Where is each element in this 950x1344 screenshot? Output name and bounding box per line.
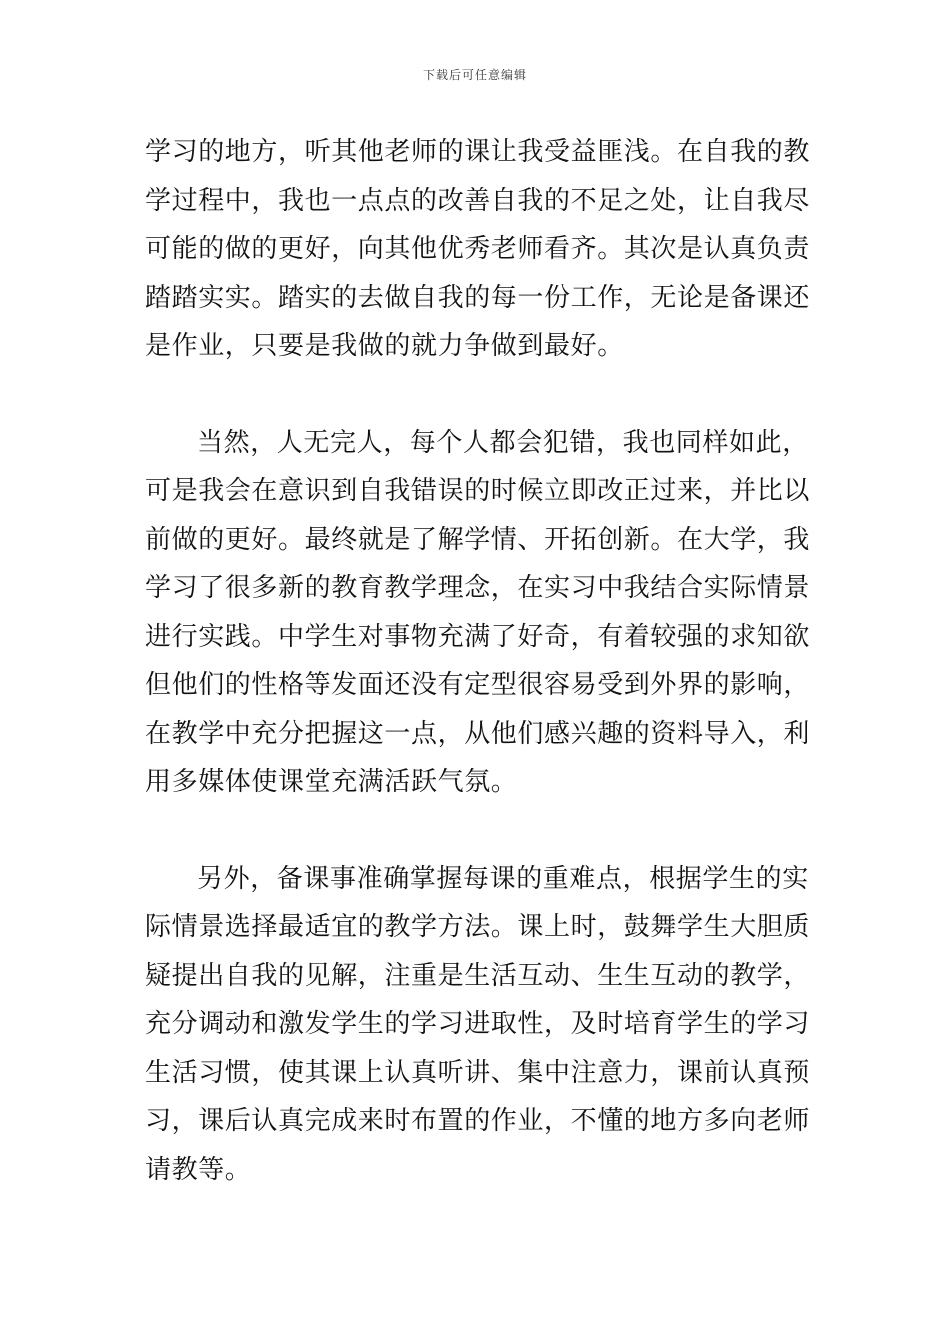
text-line: 可是我会在意识到自我错误的时候立即改正过来，并比以	[145, 476, 811, 506]
document-body	[145, 128, 810, 1194]
text-line: 际情景选择最适宜的教学方法。课上时，鼓舞学生大胆质	[145, 912, 811, 942]
text-line: 踏踏实实。踏实的去做自我的每一份工作，无论是备课还	[145, 282, 811, 313]
text-line: 学习的地方，听其他老师的课让我受益匪浅。在自我的教	[145, 137, 811, 167]
text-line: 在教学中充分把握这一点，从他们感兴趣的资料导入，利	[145, 718, 811, 749]
text-line: 习，课后认真完成来时布置的作业，不懂的地方多向老师	[145, 1106, 811, 1136]
text-line: 生活习惯，使其课上认真听讲、集中注意力，课前认真预	[145, 1057, 811, 1088]
text-line: 学习了很多新的教育教学理念，在实习中我结合实际情景	[145, 573, 811, 603]
text-line: 另外，备课事准确掌握每课的重难点，根据学生的实	[197, 863, 809, 894]
text-line: 用多媒体使课堂充满活跃气氛。	[145, 767, 518, 797]
text-line: 疑提出自我的见解，注重是生活互动、生生互动的教学，	[145, 960, 811, 991]
paragraph-3	[145, 855, 810, 1195]
paragraph-1	[145, 128, 810, 371]
text-line: 当然，人无完人，每个人都会犯错，我也同样如此，	[197, 427, 809, 458]
paragraph-spacer	[145, 371, 810, 419]
text-line: 请教等。	[145, 1154, 252, 1185]
paragraph-spacer	[145, 807, 810, 855]
text-line: 但他们的性格等发面还没有定型很容易受到外界的影响，	[145, 670, 811, 700]
text-line: 可能的做的更好，向其他优秀老师看齐。其次是认真负责	[145, 234, 811, 264]
text-line: 进行实践。中学生对事物充满了好奇，有着较强的求知欲	[145, 621, 811, 652]
page-header: 下载后可任意编辑	[422, 68, 527, 82]
text-line: 学过程中，我也一点点的改善自我的不足之处，让自我尽	[145, 185, 811, 216]
text-line: 前做的更好。最终就是了解学情、开拓创新。在大学，我	[145, 524, 811, 555]
text-line: 是作业，只要是我做的就力争做到最好。	[145, 331, 624, 361]
text-line: 充分调动和激发学生的学习进取性，及时培育学生的学习	[145, 1009, 811, 1039]
paragraph-2	[145, 419, 810, 807]
